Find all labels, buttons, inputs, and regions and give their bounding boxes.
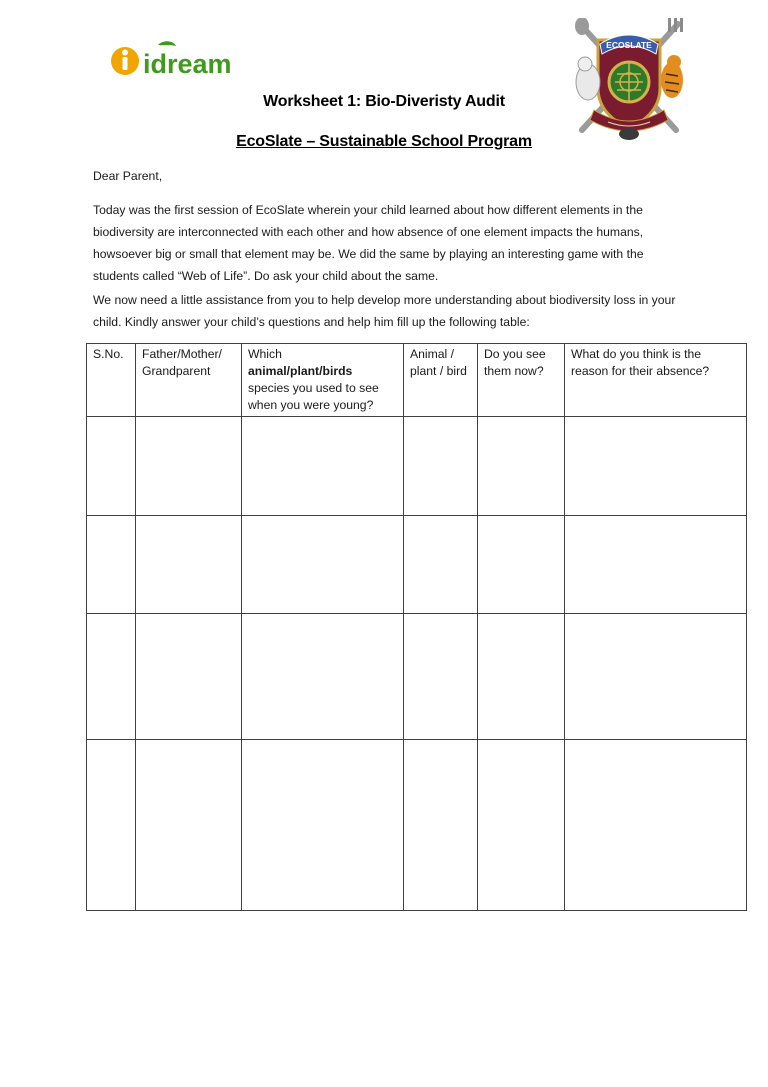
ecoslate-crest-logo: [568, 18, 690, 142]
cell-relation[interactable]: [136, 614, 242, 740]
cell-type[interactable]: [404, 417, 478, 516]
header-species-pre: Which: [248, 347, 282, 361]
cell-see-now[interactable]: [478, 516, 565, 614]
header-see-now: Do you see them now?: [478, 344, 565, 417]
header-species-bold: animal/plant/birds: [248, 364, 353, 378]
letter-paragraph-1: Today was the first session of EcoSlate wherein your child learned about how different elements in the biodiversity are interconnected with each other and how absence of one element impacts the humans, howsoever big or small that element may be. We did the same by playing an interesting game with the students called “Web of Life”. Do ask your child about the same.: [93, 203, 644, 283]
table-row: [87, 614, 747, 740]
cell-species[interactable]: [242, 417, 404, 516]
cell-sno[interactable]: [87, 614, 136, 740]
cell-sno[interactable]: [87, 740, 136, 911]
cell-see-now[interactable]: [478, 740, 565, 911]
header-relation: Father/Mother/ Grandparent: [136, 344, 242, 417]
cell-reason[interactable]: [565, 614, 747, 740]
cell-relation[interactable]: [136, 417, 242, 516]
header-reason: What do you think is the reason for their absence?: [565, 344, 747, 417]
header-species-post: species you used to see when you were young?: [248, 381, 379, 412]
cell-species[interactable]: [242, 516, 404, 614]
cell-sno[interactable]: [87, 417, 136, 516]
letter-greeting: Dear Parent,: [93, 169, 163, 183]
table-row: [87, 417, 747, 516]
table-row: [87, 740, 747, 911]
letter-paragraph-2: We now need a little assistance from you to help develop more understanding about biodiversity loss in your child. Kindly answer your child’s questions and help him fill up the following table:: [93, 293, 676, 329]
table-row: [87, 516, 747, 614]
idream-logo-text: idream: [143, 49, 232, 79]
cell-species[interactable]: [242, 614, 404, 740]
table-header-row: [87, 344, 747, 417]
cell-see-now[interactable]: [478, 614, 565, 740]
cell-relation[interactable]: [136, 516, 242, 614]
cell-reason[interactable]: [565, 516, 747, 614]
header-species: [242, 344, 404, 417]
header-sno: S.No.: [87, 344, 136, 417]
idream-logo: [108, 40, 232, 80]
cell-relation[interactable]: [136, 740, 242, 911]
cell-species[interactable]: [242, 740, 404, 911]
cell-type[interactable]: [404, 516, 478, 614]
ecoslate-logo-text: ECOSLATE: [606, 40, 652, 50]
cell-type[interactable]: [404, 614, 478, 740]
worksheet-title: Worksheet 1: Bio-Diveristy Audit: [263, 93, 505, 110]
header-type: Animal / plant / bird: [404, 344, 478, 417]
biodiversity-audit-table: [86, 343, 747, 911]
cell-reason[interactable]: [565, 417, 747, 516]
cell-type[interactable]: [404, 740, 478, 911]
cell-see-now[interactable]: [478, 417, 565, 516]
cell-sno[interactable]: [87, 516, 136, 614]
cell-reason[interactable]: [565, 740, 747, 911]
program-subtitle: EcoSlate – Sustainable School Program: [236, 133, 532, 150]
